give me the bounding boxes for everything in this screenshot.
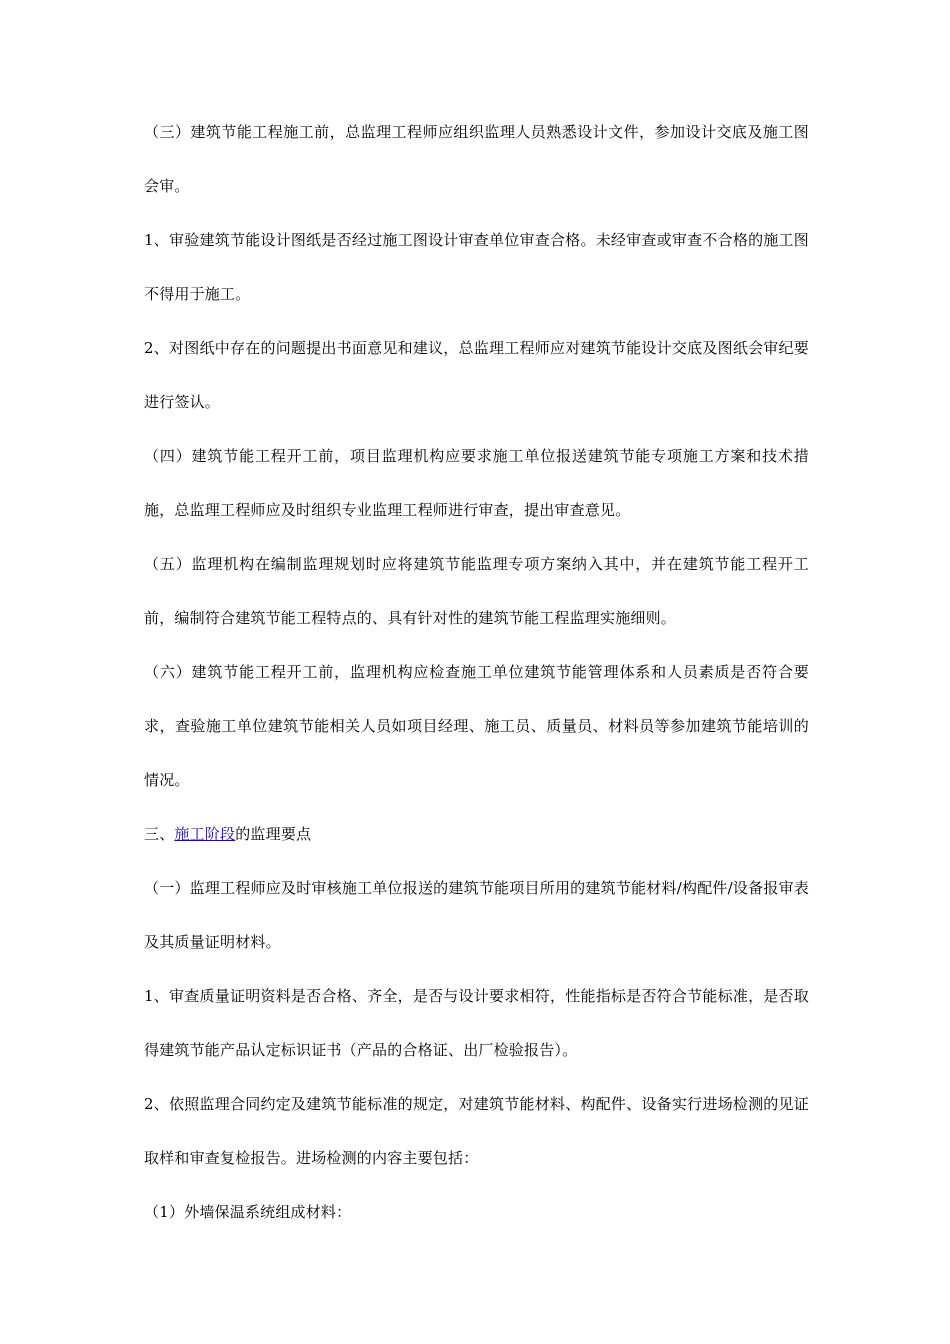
paragraph-2-drawing-issues: 2、对图纸中存在的问题提出书面意见和建议，总监理工程师应对建筑节能设计交底及图纸会审纪要进行签认。 bbox=[144, 339, 809, 411]
paragraph-5-supervision-plan: （五）监理机构在编制监理规划时应将建筑节能监理专项方案纳入其中，并在建筑节能工程开工前，编制符合建筑节能工程特点的、具有针对性的建筑节能工程监理实施细则。 bbox=[144, 555, 809, 627]
paragraph-1-drawing-check: 1、审验建筑节能设计图纸是否经过施工图设计审查单位审查合格。未经审查或审查不合格的施工图不得用于施工。 bbox=[144, 231, 809, 303]
section-heading-construction-phase bbox=[144, 807, 809, 861]
paragraph-1-material-review: （一）监理工程师应及时审核施工单位报送的建筑节能项目所用的建筑节能材料/构配件/设备报审表及其质量证明材料。 bbox=[144, 879, 809, 951]
paragraph-6-personnel-check: （六）建筑节能工程开工前，监理机构应检查施工单位建筑节能管理体系和人员素质是否符合要求，查验施工单位建筑节能相关人员如项目经理、施工员、质量员、材料员等参加建筑节能培训的情况。 bbox=[144, 663, 809, 789]
document-body bbox=[144, 105, 809, 1239]
section-heading-suffix: 的监理要点 bbox=[235, 825, 312, 843]
paragraph-3-design-review: （三）建筑节能工程施工前，总监理工程师应组织监理人员熟悉设计文件，参加设计交底及施工图会审。 bbox=[144, 123, 809, 195]
paragraph-4-construction-plan: （四）建筑节能工程开工前，项目监理机构应要求施工单位报送建筑节能专项施工方案和技术措施，总监理工程师应及时组织专业监理工程师进行审查，提出审查意见。 bbox=[144, 447, 809, 519]
paragraph-2-sampling: 2、依照监理合同约定及建筑节能标准的规定，对建筑节能材料、构配件、设备实行进场检测的见证取样和审查复检报告。进场检测的内容主要包括： bbox=[144, 1095, 809, 1167]
paragraph-1-quality-docs: 1、审查质量证明资料是否合格、齐全，是否与设计要求相符，性能指标是否符合节能标准，是否取得建筑节能产品认定标识证书（产品的合格证、出厂检验报告）。 bbox=[144, 987, 809, 1059]
construction-phase-link[interactable]: 施工阶段 bbox=[174, 825, 236, 843]
section-heading-prefix: 三、 bbox=[144, 825, 175, 843]
paragraph-1-wall-insulation: （1）外墙保温系统组成材料： bbox=[144, 1203, 352, 1221]
